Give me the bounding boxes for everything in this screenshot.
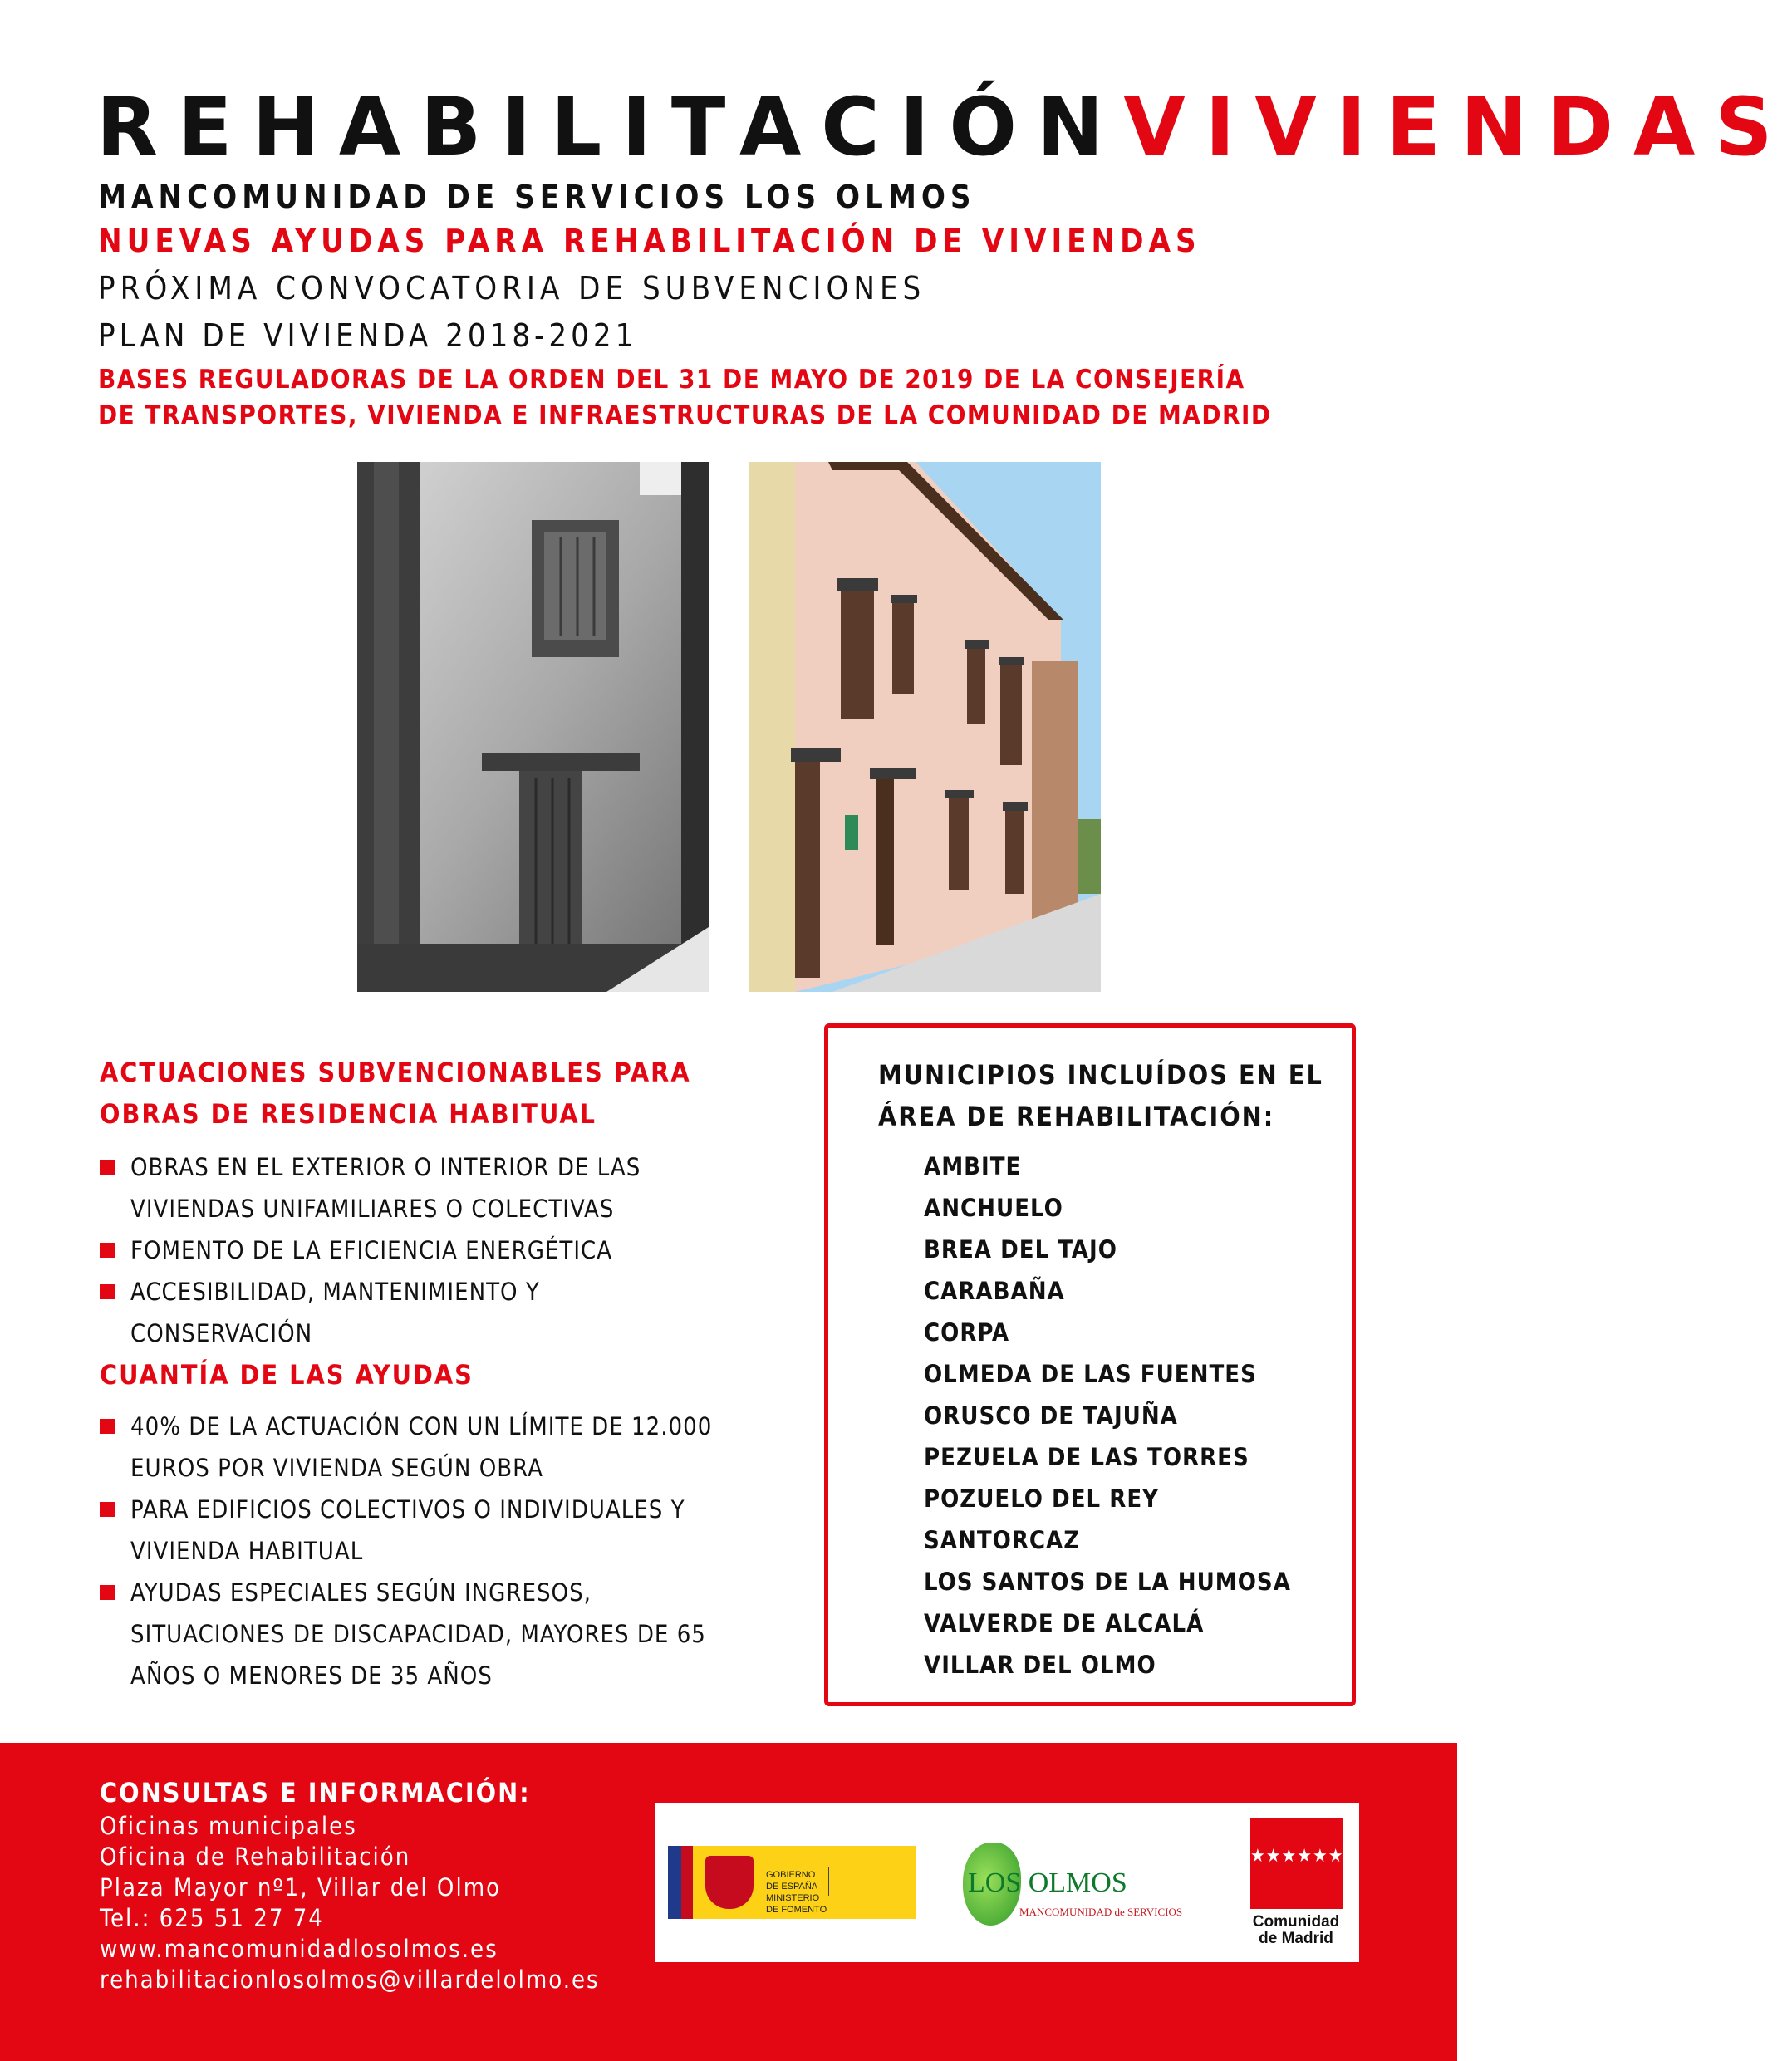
red-square-icon (1250, 1818, 1360, 1909)
coat-of-arms-icon (705, 1856, 754, 1909)
gov-text (766, 1869, 916, 1916)
actuaciones-title-line-2: OBRAS DE RESIDENCIA HABITUAL (100, 1098, 597, 1130)
list-item: PEZUELA DE LAS TORRES (924, 1443, 1249, 1471)
list-item: VALVERDE DE ALCALÁ (924, 1609, 1205, 1637)
list-item: OLMEDA DE LAS FUENTES (924, 1360, 1257, 1388)
bases-line-2: DE TRANSPORTES, VIVIENDA E INFRAESTRUCTURAS DE LA COMUNIDAD DE MADRID (98, 400, 1272, 430)
list-item: BREA DEL TAJO (924, 1235, 1117, 1264)
olmos-name: LOS OLMOS (968, 1867, 1127, 1898)
title-black: REHABILITACIÓN (96, 81, 1124, 174)
actuaciones-title-line-1: ACTUACIONES SUBVENCIONABLES PARA (100, 1057, 691, 1088)
contact-phone[interactable]: Tel.: 625 51 27 74 (100, 1904, 324, 1932)
actuaciones-list (100, 1146, 729, 1354)
contact-title: CONSULTAS E INFORMACIÓN: (100, 1777, 531, 1808)
list-item: AYUDAS ESPECIALES SEGÚN INGRESOS, SITUACIONES DE DISCAPACIDAD, MAYORES DE 65 AÑOS O MENORES DE 35 AÑOS (100, 1572, 729, 1696)
subtitle: MANCOMUNIDAD DE SERVICIOS LOS OLMOS (98, 179, 976, 215)
contact-website-link[interactable]: www.mancomunidadlosolmos.es (100, 1935, 498, 1963)
contact-email-link[interactable]: rehabilitacionlosolmos@villardelolmo.es (100, 1965, 600, 1994)
flag-icon (668, 1846, 693, 1919)
list-item: ORUSCO DE TAJUÑA (924, 1401, 1178, 1430)
contact-offices: Oficinas municipales (100, 1812, 357, 1840)
municipios-title-line-2: ÁREA DE REHABILITACIÓN: (878, 1101, 1275, 1132)
municipios-list (924, 1146, 1291, 1686)
list-item: OBRAS EN EL EXTERIOR O INTERIOR DE LAS VIVIENDAS UNIFAMILIARES O COLECTIVAS (100, 1146, 729, 1229)
cuantia-title: CUANTÍA DE LAS AYUDAS (100, 1359, 474, 1391)
stars-icon: ★★★★★★★ (1250, 1846, 1360, 1867)
gov-text-ministerio: MINISTERIO DE FOMENTO (766, 1893, 827, 1915)
olmos-subtitle: MANCOMUNIDAD de SERVICIOS (1019, 1906, 1183, 1918)
cm-name: Comunidad de Madrid (1252, 1913, 1340, 1947)
list-item: AMBITE (924, 1152, 1022, 1180)
list-item: CARABAÑA (924, 1277, 1065, 1305)
contact-block (100, 1774, 600, 1995)
list-item: POZUELO DEL REY (924, 1484, 1160, 1513)
municipios-box (824, 1023, 1356, 1706)
list-item: PARA EDIFICIOS COLECTIVOS O INDIVIDUALES Y VIVIENDA HABITUAL (100, 1489, 729, 1572)
municipios-title (878, 1054, 1343, 1137)
bases-reguladoras (98, 362, 1394, 434)
list-item: LOS SANTOS DE LA HUMOSA (924, 1568, 1291, 1596)
photo-before-rehabilitation (357, 462, 709, 992)
list-item: ANCHUELO (924, 1194, 1063, 1222)
gov-text-gobierno: GOBIERNO DE ESPAÑA (766, 1870, 818, 1892)
photo-after-rehabilitation (749, 462, 1101, 992)
list-item: VILLAR DEL OLMO (924, 1651, 1156, 1679)
headline-nuevas-ayudas: NUEVAS AYUDAS PARA REHABILITACIÓN DE VIVIENDAS (98, 223, 1201, 259)
list-item: FOMENTO DE LA EFICIENCIA ENERGÉTICA (100, 1229, 729, 1271)
gobierno-espana-logo (668, 1846, 916, 1919)
actuaciones-title (100, 1052, 691, 1135)
footer (0, 1743, 1457, 2061)
logo-strip (655, 1803, 1359, 1962)
list-item: 40% DE LA ACTUACIÓN CON UN LÍMITE DE 12.000 EUROS POR VIVIENDA SEGÚN OBRA (100, 1406, 729, 1489)
los-olmos-logo (963, 1843, 1212, 1926)
title-red: VIVIENDAS (1123, 81, 1792, 174)
bases-line-1: BASES REGULADORAS DE LA ORDEN DEL 31 DE MAYO DE 2019 DE LA CONSEJERÍA (98, 365, 1245, 395)
cuantia-list (100, 1406, 729, 1696)
list-item: ACCESIBILIDAD, MANTENIMIENTO Y CONSERVACIÓN (100, 1271, 729, 1354)
page-title (96, 81, 1792, 174)
headline-plan-vivienda: PLAN DE VIVIENDA 2018-2021 (98, 317, 638, 354)
contact-lines (100, 1811, 600, 1995)
contact-office-rehab: Oficina de Rehabilitación (100, 1843, 411, 1871)
headline-proxima-convocatoria: PRÓXIMA CONVOCATORIA DE SUBVENCIONES (98, 270, 926, 307)
contact-address: Plaza Mayor nº1, Villar del Olmo (100, 1873, 502, 1902)
list-item: SANTORCAZ (924, 1526, 1081, 1554)
municipios-title-line-1: MUNICIPIOS INCLUÍDOS EN EL (878, 1059, 1323, 1091)
list-item: CORPA (924, 1318, 1010, 1347)
comunidad-madrid-logo (1247, 1818, 1360, 1951)
